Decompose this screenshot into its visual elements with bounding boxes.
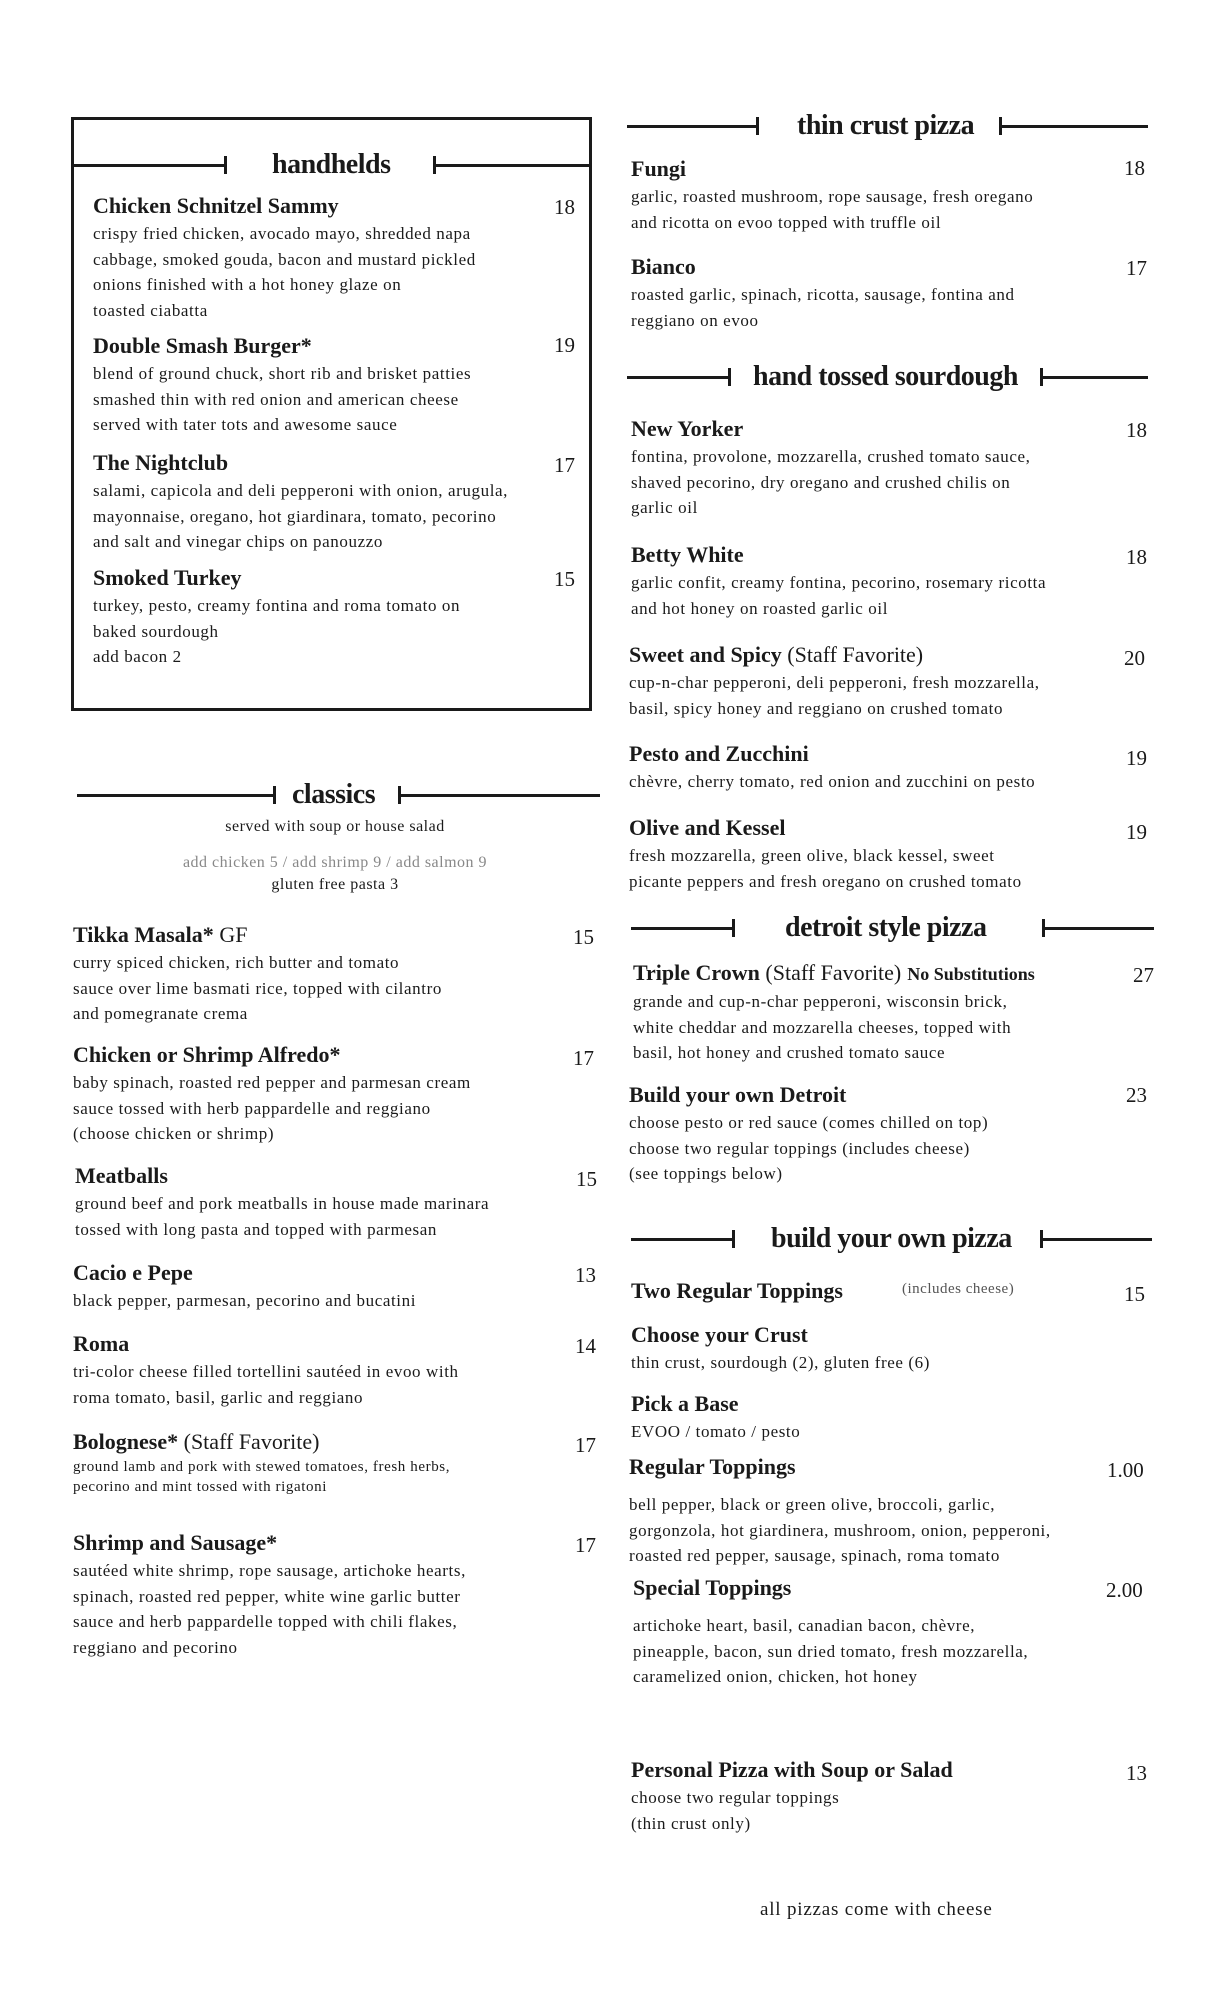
item-name: Meatballs: [75, 1163, 168, 1188]
byo-title: build your own pizza: [771, 1223, 1012, 1254]
menu-item: [629, 815, 1119, 894]
item-desc: crispy fried chicken, avocado mayo, shredded napa cabbage, smoked gouda, bacon and mustard pickled onions finished with a hot honey glaze on toasted ciabatta: [93, 224, 476, 320]
item-price: 19: [554, 333, 575, 357]
menu-item: [75, 1163, 575, 1242]
item-price: 17: [575, 1433, 596, 1457]
choose-crust: [631, 1322, 1111, 1376]
item-desc: blend of ground chuck, short rib and brisket patties smashed thin with red onion and american cheese served with tater tots and awesome sauce: [93, 364, 472, 434]
item-desc: thin crust, sourdough (2), gluten free (6): [631, 1353, 931, 1372]
no-substitutions-note: No Substitutions: [907, 964, 1035, 984]
item-desc: turkey, pesto, creamy fontina and roma tomato on baked sourdough add bacon 2: [93, 596, 461, 666]
menu-item: [93, 450, 593, 555]
menu-item: [73, 1530, 573, 1660]
item-price: 17: [575, 1533, 596, 1557]
item-desc: artichoke heart, basil, canadian bacon, chèvre, pineapple, bacon, sun dried tomato, fresh mozzarella, caramelized onion, chicken, hot honey: [633, 1616, 1029, 1686]
item-price: 15: [554, 567, 575, 591]
item-name: Betty White: [631, 542, 744, 567]
item-name: Double Smash Burger*: [93, 333, 312, 358]
item-desc: chèvre, cherry tomato, red onion and zucchini on pesto: [629, 772, 1036, 791]
item-desc: black pepper, parmesan, pecorino and bucatini: [73, 1291, 417, 1310]
item-price: 15: [576, 1167, 597, 1191]
pick-base: [631, 1391, 1111, 1445]
menu-item: [633, 960, 1123, 1066]
item-name: Chicken or Shrimp Alfredo*: [73, 1042, 341, 1067]
classics-gluten-free: gluten free pasta 3: [271, 876, 399, 893]
item-name: Roma: [73, 1331, 130, 1356]
menu-item: [93, 333, 583, 438]
thin-crust-title: thin crust pizza: [797, 110, 975, 141]
menu-item: [93, 193, 583, 323]
item-desc: choose pesto or red sauce (comes chilled on top) choose two regular toppings (includes cheese) (see toppings below): [629, 1113, 989, 1183]
item-note: (Staff Favorite): [759, 960, 902, 985]
item-name: Two Regular Toppings: [631, 1278, 843, 1303]
item-price: 17: [1126, 256, 1147, 280]
item-desc: sautéed white shrimp, rope sausage, artichoke hearts, spinach, roasted red pepper, white wine garlic butter sauce and herb pappardelle topped with chili flakes, reggiano and pecorino: [73, 1561, 466, 1657]
item-desc: choose two regular toppings (thin crust only): [631, 1788, 840, 1833]
item-name: Cacio e Pepe: [73, 1260, 193, 1285]
item-price: 17: [554, 453, 575, 477]
item-desc: curry spiced chicken, rich butter and tomato sauce over lime basmati rice, topped with cilantro and pomegranate crema: [73, 953, 442, 1023]
item-desc: tri-color cheese filled tortellini sautéed in evoo with roma tomato, basil, garlic and reggiano: [73, 1362, 459, 1407]
item-price: 27: [1133, 963, 1154, 987]
menu-item: [73, 922, 573, 1027]
item-note: (Staff Favorite): [178, 1429, 320, 1454]
item-name: Bolognese*: [73, 1429, 179, 1454]
classics-served-note: served with soup or house salad: [225, 818, 445, 835]
thin-crust-header: [627, 104, 1148, 148]
item-price: 2.00: [1106, 1578, 1143, 1602]
item-name: Fungi: [631, 156, 687, 181]
menu-item: [73, 1429, 573, 1497]
item-price: 14: [575, 1334, 596, 1358]
item-price: 18: [1126, 545, 1147, 569]
menu-item: [631, 156, 1111, 235]
item-name: Pesto and Zucchini: [629, 741, 809, 766]
item-name: Choose your Crust: [631, 1322, 808, 1347]
classics-addons: add chicken 5 / add shrimp 9 / add salmon 9: [182, 854, 488, 871]
item-name: Sweet and Spicy: [629, 642, 782, 667]
menu-item: [73, 1331, 573, 1410]
item-note: (Staff Favorite): [781, 642, 924, 667]
item-desc: grande and cup-n-char pepperoni, wisconsin brick, white cheddar and mozzarella cheeses, topped with basil, hot honey and crushed tomato sauce: [633, 992, 1012, 1062]
item-price: 17: [573, 1046, 594, 1070]
item-price: 18: [1124, 156, 1145, 180]
item-name: Bianco: [631, 254, 696, 279]
item-note: GF: [213, 922, 248, 947]
item-name: Smoked Turkey: [93, 565, 242, 590]
item-name: Personal Pizza with Soup or Salad: [631, 1757, 953, 1782]
item-desc: garlic confit, creamy fontina, pecorino, rosemary ricotta and hot honey on roasted garlic oil: [631, 573, 1047, 618]
item-desc: garlic, roasted mushroom, rope sausage, fresh oregano and ricotta on evoo topped with truffle oil: [631, 187, 1034, 232]
detroit-header: [631, 906, 1154, 950]
menu-item: [631, 416, 1111, 521]
item-desc: fresh mozzarella, green olive, black kessel, sweet picante peppers and fresh oregano on crushed tomato: [629, 846, 1022, 891]
byo-header: [631, 1217, 1152, 1261]
item-price: 13: [1126, 1761, 1147, 1785]
item-name: Special Toppings: [633, 1575, 792, 1600]
menu-item: [629, 1082, 1119, 1187]
regular-toppings: [629, 1454, 1129, 1569]
item-price: 20: [1124, 646, 1145, 670]
item-desc: salami, capicola and deli pepperoni with onion, arugula, mayonnaise, oregano, hot giardinara, tomato, pecorino and salt and vinegar chips on panouzzo: [93, 481, 509, 551]
menu-item: [629, 642, 1119, 721]
item-name: Tikka Masala*: [73, 922, 214, 947]
item-desc: cup-n-char pepperoni, deli pepperoni, fresh mozzarella, basil, spicy honey and reggiano on crushed tomato: [629, 673, 1040, 718]
detroit-title: detroit style pizza: [785, 912, 987, 943]
item-price: 18: [554, 195, 575, 219]
classics-header: [77, 773, 600, 817]
handhelds-header: [71, 143, 592, 187]
item-price: 1.00: [1107, 1458, 1144, 1482]
item-desc: bell pepper, black or green olive, broccoli, garlic, gorgonzola, hot giardinera, mushroom, onion, pepperoni, roasted red pepper, sausage, spinach, roma tomato: [629, 1495, 1051, 1565]
sourdough-header: [627, 355, 1148, 399]
item-name: Regular Toppings: [629, 1454, 796, 1479]
footer-note: all pizzas come with cheese: [760, 1899, 993, 1920]
item-name: Chicken Schnitzel Sammy: [93, 193, 339, 218]
menu-item: [631, 254, 1111, 333]
item-name: New Yorker: [631, 416, 744, 441]
handhelds-title: handhelds: [272, 149, 391, 180]
menu-item: [93, 565, 583, 670]
item-desc: ground lamb and pork with stewed tomatoes, fresh herbs, pecorino and mint tossed with rigatoni: [73, 1459, 451, 1495]
classics-title: classics: [292, 779, 376, 810]
item-price: 19: [1126, 746, 1147, 770]
item-name: Olive and Kessel: [629, 815, 786, 840]
item-price: 23: [1126, 1083, 1147, 1107]
item-desc: ground beef and pork meatballs in house made marinara tossed with long pasta and topped with parmesan: [75, 1194, 490, 1239]
personal-pizza: [631, 1757, 1121, 1836]
item-name: Pick a Base: [631, 1391, 739, 1416]
item-desc: fontina, provolone, mozzarella, crushed tomato sauce, shaved pecorino, dry oregano and crushed chilis on garlic oil: [631, 447, 1031, 517]
two-regular-toppings: [631, 1278, 1111, 1304]
menu-item: [631, 542, 1111, 621]
item-desc: EVOO / tomato / pesto: [631, 1422, 801, 1441]
includes-cheese-note: (includes cheese): [902, 1281, 1015, 1297]
item-price: 19: [1126, 820, 1147, 844]
special-toppings: [633, 1575, 1133, 1690]
item-price: 15: [573, 925, 594, 949]
sourdough-title: hand tossed sourdough: [753, 361, 1018, 392]
item-name: Build your own Detroit: [629, 1082, 847, 1107]
item-name: Triple Crown: [633, 960, 760, 985]
item-price: 15: [1124, 1282, 1145, 1306]
menu-item: [73, 1042, 573, 1147]
item-name: Shrimp and Sausage*: [73, 1530, 278, 1555]
menu-item: [629, 741, 1119, 795]
item-price: 13: [575, 1263, 596, 1287]
menu-item: [73, 1260, 573, 1314]
item-price: 18: [1126, 418, 1147, 442]
item-name: The Nightclub: [93, 450, 229, 475]
item-desc: roasted garlic, spinach, ricotta, sausage, fontina and reggiano on evoo: [631, 285, 1015, 330]
item-desc: baby spinach, roasted red pepper and parmesan cream sauce tossed with herb pappardelle and reggiano (choose chicken or shrimp): [73, 1073, 471, 1143]
